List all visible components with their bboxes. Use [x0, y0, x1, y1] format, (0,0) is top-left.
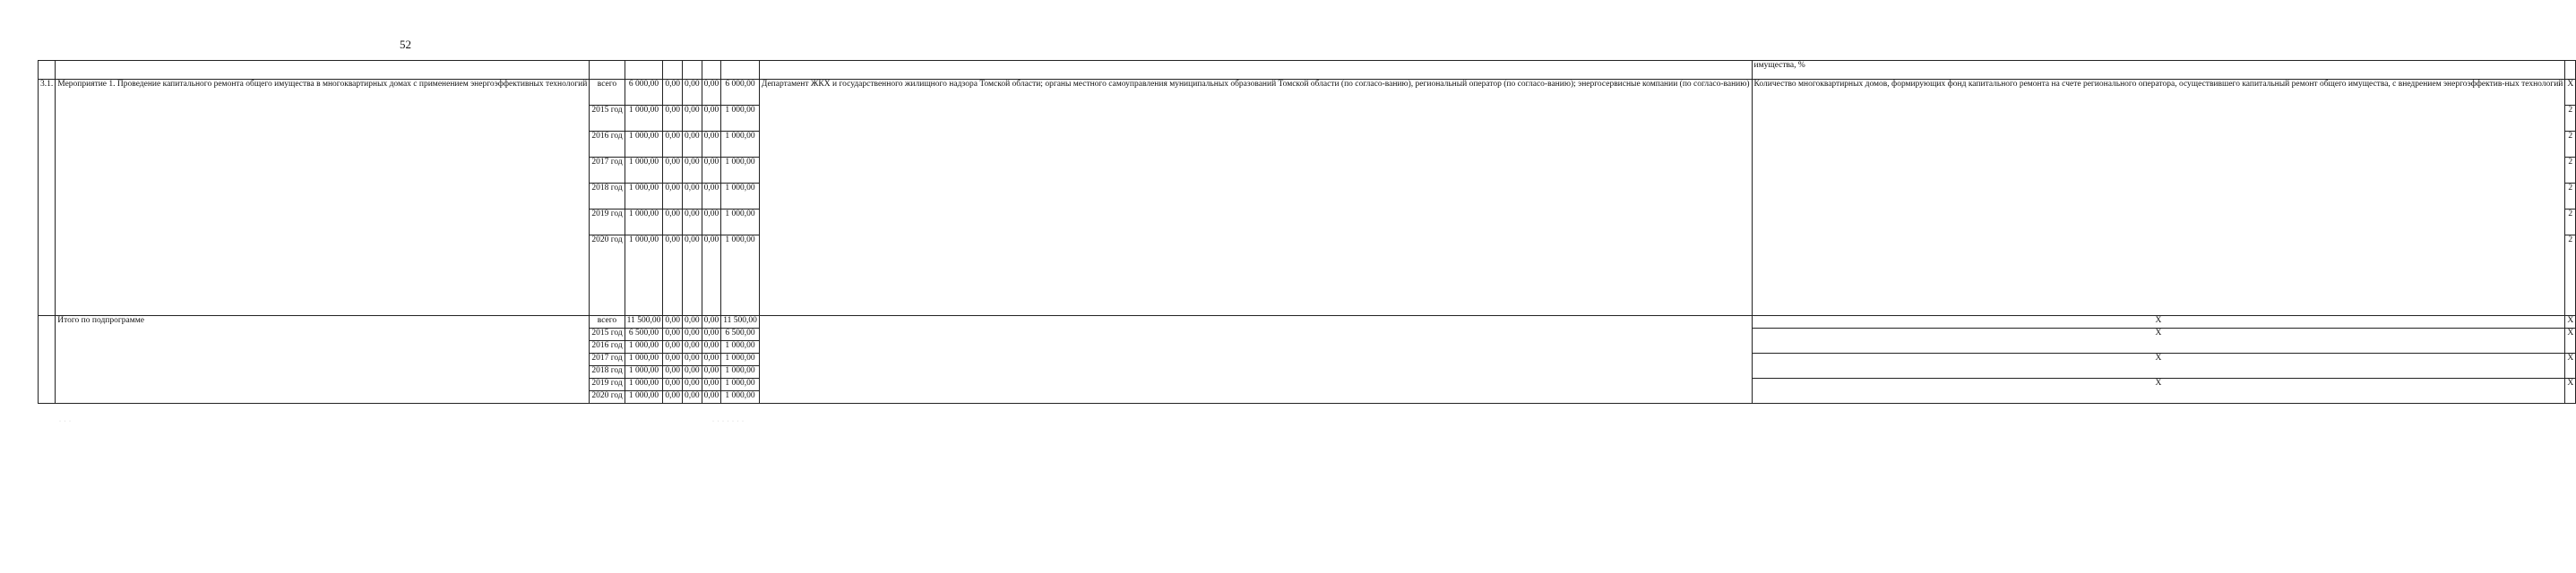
amount-total: 1 000,00 [625, 366, 663, 379]
amount-local: 0,00 [702, 184, 721, 210]
amount-total: 1 000,00 [625, 391, 663, 404]
period: 2015 год [590, 329, 625, 341]
amount-regional: 0,00 [682, 341, 702, 354]
amount-total: 11 500,00 [625, 316, 663, 329]
amount-local: 0,00 [702, 316, 721, 329]
amount-federal: 0,00 [663, 158, 683, 184]
amount-regional: 0,00 [682, 158, 702, 184]
amount-federal: 0,00 [663, 354, 683, 366]
amount-regional: 0,00 [682, 132, 702, 158]
scan-artifact: · · · · · · · [712, 419, 745, 424]
cell [56, 61, 590, 80]
cell [663, 61, 683, 80]
cell [682, 61, 702, 80]
amount-local: 0,00 [702, 354, 721, 366]
amount-total: 1 000,00 [625, 341, 663, 354]
amount-federal: 0,00 [663, 316, 683, 329]
amount-extra: 6 000,00 [721, 80, 760, 106]
amount-regional: 0,00 [682, 106, 702, 132]
x-mark: X [1752, 316, 2565, 329]
period: 2016 год [590, 341, 625, 354]
section-title: Мероприятие 1. Проведение капитального ремонта общего имущества в многоквартирных домах с применением энергоэффективных технологий [56, 80, 590, 316]
amount-regional: 0,00 [682, 366, 702, 379]
indicator-value: 2 [2565, 106, 2576, 132]
indicator-value: X [2565, 80, 2576, 106]
amount-local: 0,00 [702, 158, 721, 184]
amount-federal: 0,00 [663, 106, 683, 132]
indicator-value: 2 [2565, 184, 2576, 210]
amount-local: 0,00 [702, 329, 721, 341]
amount-total: 1 000,00 [625, 354, 663, 366]
amount-local: 0,00 [702, 106, 721, 132]
amount-extra: 1 000,00 [721, 366, 760, 379]
indicator-value: 2 [2565, 235, 2576, 316]
amount-federal: 0,00 [663, 210, 683, 235]
amount-regional: 0,00 [682, 379, 702, 391]
period: 2016 год [590, 132, 625, 158]
x-mark: X [2565, 329, 2576, 354]
amount-regional: 0,00 [682, 210, 702, 235]
amount-federal: 0,00 [663, 341, 683, 354]
x-mark: X [1752, 354, 2565, 379]
indicator-name: Количество многоквартирных домов, формирующих фонд капитального ремонта на счете регионального оператора, осуществившего капитальный ремонт общего имущества, с внедрением энергоэффектив-ных технологий [1752, 80, 2565, 316]
amount-local: 0,00 [702, 391, 721, 404]
amount-regional: 0,00 [682, 184, 702, 210]
indicator-value: 2 [2565, 210, 2576, 235]
page-number: 52 [400, 38, 411, 51]
amount-extra: 6 500,00 [721, 329, 760, 341]
amount-local: 0,00 [702, 366, 721, 379]
x-mark: X [1752, 379, 2565, 404]
amount-regional: 0,00 [682, 391, 702, 404]
amount-regional: 0,00 [682, 80, 702, 106]
cell [2565, 61, 2576, 80]
indicator-tail: имущества, % [1752, 61, 2565, 80]
amount-total: 1 000,00 [625, 379, 663, 391]
period: 2019 год [590, 379, 625, 391]
amount-regional: 0,00 [682, 316, 702, 329]
period: 2018 год [590, 184, 625, 210]
period: 2017 год [590, 354, 625, 366]
amount-total: 1 000,00 [625, 210, 663, 235]
amount-total: 1 000,00 [625, 158, 663, 184]
responsible-party: Департамент ЖКХ и государственного жилищного надзора Томской области; органы местного самоуправления муниципальных образований Томской области (по согласо-ванию), региональный оператор (по согласо-ванию); энергосервисные компании (по согласо-ванию) [759, 80, 1752, 316]
period: 2020 год [590, 391, 625, 404]
period: 2018 год [590, 366, 625, 379]
amount-regional: 0,00 [682, 354, 702, 366]
cell [39, 316, 56, 404]
amount-regional: 0,00 [682, 329, 702, 341]
amount-total: 1 000,00 [625, 184, 663, 210]
amount-federal: 0,00 [663, 80, 683, 106]
section-number: 3.1. [39, 80, 56, 316]
period: всего [590, 80, 625, 106]
amount-total: 1 000,00 [625, 235, 663, 316]
period: 2015 год [590, 106, 625, 132]
cell [702, 61, 721, 80]
amount-extra: 1 000,00 [721, 132, 760, 158]
x-mark: X [1752, 329, 2565, 354]
x-mark: X [2565, 379, 2576, 404]
cell [625, 61, 663, 80]
amount-regional: 0,00 [682, 235, 702, 316]
amount-local: 0,00 [702, 210, 721, 235]
amount-total: 1 000,00 [625, 106, 663, 132]
cell [759, 316, 1752, 404]
amount-extra: 1 000,00 [721, 158, 760, 184]
x-mark: X [2565, 354, 2576, 379]
amount-local: 0,00 [702, 341, 721, 354]
summary-title: Итого по подпрограмме [56, 316, 590, 404]
period: 2017 год [590, 158, 625, 184]
amount-extra: 1 000,00 [721, 354, 760, 366]
amount-federal: 0,00 [663, 366, 683, 379]
indicator-value: 2 [2565, 158, 2576, 184]
carryover-row [39, 61, 2576, 80]
amount-total: 6 000,00 [625, 80, 663, 106]
amount-federal: 0,00 [663, 184, 683, 210]
amount-extra: 1 000,00 [721, 106, 760, 132]
period: всего [590, 316, 625, 329]
table-row [39, 80, 2576, 106]
summary-row [39, 316, 2576, 329]
amount-federal: 0,00 [663, 235, 683, 316]
scan-artifact: · · · [59, 419, 72, 424]
amount-extra: 1 000,00 [721, 379, 760, 391]
amount-extra: 1 000,00 [721, 184, 760, 210]
amount-extra: 11 500,00 [721, 316, 760, 329]
amount-local: 0,00 [702, 235, 721, 316]
amount-federal: 0,00 [663, 391, 683, 404]
amount-local: 0,00 [702, 379, 721, 391]
amount-total: 6 500,00 [625, 329, 663, 341]
amount-extra: 1 000,00 [721, 210, 760, 235]
amount-federal: 0,00 [663, 329, 683, 341]
cell [759, 61, 1752, 80]
cell [39, 61, 56, 80]
program-table [38, 60, 2576, 404]
period: 2019 год [590, 210, 625, 235]
amount-local: 0,00 [702, 132, 721, 158]
amount-federal: 0,00 [663, 132, 683, 158]
amount-extra: 1 000,00 [721, 391, 760, 404]
amount-extra: 1 000,00 [721, 341, 760, 354]
cell [721, 61, 760, 80]
x-mark: X [2565, 316, 2576, 329]
period: 2020 год [590, 235, 625, 316]
amount-total: 1 000,00 [625, 132, 663, 158]
amount-local: 0,00 [702, 80, 721, 106]
cell [590, 61, 625, 80]
indicator-value: 2 [2565, 132, 2576, 158]
amount-federal: 0,00 [663, 379, 683, 391]
amount-extra: 1 000,00 [721, 235, 760, 316]
